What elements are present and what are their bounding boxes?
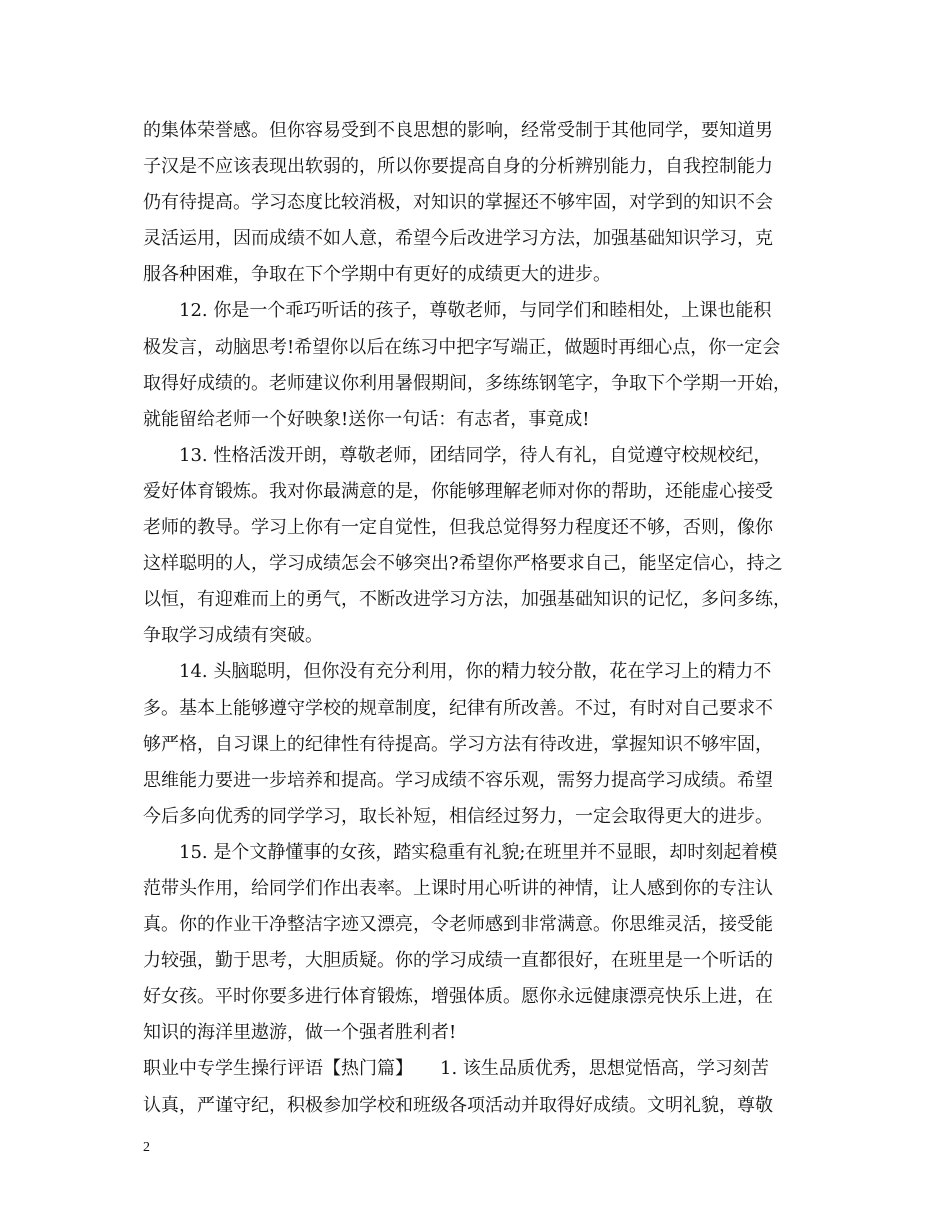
text-line: 服各种困难，争取在下个学期中有更好的成绩更大的进步。 xyxy=(143,264,611,286)
text-line: 范带头作用，给同学们作出表率。上课时用心听讲的神情，让人感到你的专注认 xyxy=(143,877,773,899)
page-number: 2 xyxy=(143,1140,150,1155)
text-line: 取得好成绩的。老师建议你利用暑假期间，多练练钢笔字，争取下个学期一开始， xyxy=(143,372,791,394)
text-line: 好女孩。平时你要多进行体育锻炼，增强体质。愿你永远健康漂亮快乐上进，在 xyxy=(143,986,773,1008)
text-line: 老师的教导。学习上你有一定自觉性，但我总觉得努力程度还不够，否则，像你 xyxy=(143,517,773,539)
text-line: 争取学习成绩有突破。 xyxy=(143,625,323,647)
text-line: 极发言，动脑思考!希望你以后在练习中把字写端正，做题时再细心点，你一定会 xyxy=(143,336,781,358)
text-line: 力较强，勤于思考，大胆质疑。你的学习成绩一直都很好，在班里是一个听话的 xyxy=(143,950,773,972)
text-line: 多。基本上能够遵守学校的规章制度，纪律有所改善。不过，有时对自己要求不 xyxy=(143,697,773,719)
document-body xyxy=(143,113,833,1124)
text-line: 思维能力要进一步培养和提高。学习成绩不容乐观，需努力提高学习成绩。希望 xyxy=(143,769,773,791)
text-line: 子汉是不应该表现出软弱的，所以你要提高自身的分析辨别能力，自我控制能力 xyxy=(143,156,773,178)
paragraph-start-line: 12. 你是一个乖巧听话的孩子，尊敬老师，与同学们和睦相处，上课也能积 xyxy=(179,300,772,322)
text-line: 的集体荣誉感。但你容易受到不良思想的影响，经常受制于其他同学，要知道男 xyxy=(143,120,773,141)
text-line: 就能留给老师一个好映象!送你一句话：有志者，事竟成! xyxy=(143,408,590,430)
paragraph-start-line: 14. 头脑聪明，但你没有充分利用，你的精力较分散，花在学习上的精力不 xyxy=(179,661,772,683)
section-heading-line: 职业中专学生操行评语【热门篇】 1. 该生品质优秀，思想觉悟高，学习刻苦 xyxy=(143,1058,769,1080)
text-line: 灵活运用，因而成绩不如人意，希望今后改进学习方法，加强基础知识学习，克 xyxy=(143,228,773,250)
text-line: 真。你的作业干净整洁字迹又漂亮，令老师感到非常满意。你思维灵活，接受能 xyxy=(143,914,773,936)
paragraph-start-line: 13. 性格活泼开朗，尊敬老师，团结同学，待人有礼，自觉遵守校规校纪， xyxy=(179,444,772,466)
text-line: 以恒，有迎难而上的勇气，不断改进学习方法，加强基础知识的记忆，多问多练， xyxy=(143,589,791,611)
text-line: 知识的海洋里遨游，做一个强者胜利者! xyxy=(143,1022,457,1044)
text-line: 爱好体育锻炼。我对你最满意的是，你能够理解老师对你的帮助，还能虚心接受 xyxy=(143,480,773,502)
paragraph-start-line: 15. 是个文静懂事的女孩，踏实稳重有礼貌;在班里并不显眼，却时刻起着模 xyxy=(179,841,778,863)
text-line: 够严格，自习课上的纪律性有待提高。学习方法有待改进，掌握知识不够牢固， xyxy=(143,733,773,755)
text-line: 认真，严谨守纪，积极参加学校和班级各项活动并取得好成绩。文明礼貌，尊敬 xyxy=(143,1094,773,1116)
text-line: 今后多向优秀的同学学习，取长补短，相信经过努力，一定会取得更大的进步。 xyxy=(143,805,773,827)
text-line: 这样聪明的人，学习成绩怎会不够突出?希望你严格要求自己，能坚定信心，持之 xyxy=(143,553,783,575)
text-line: 仍有待提高。学习态度比较消极，对知识的掌握还不够牢固，对学到的知识不会 xyxy=(143,192,773,214)
